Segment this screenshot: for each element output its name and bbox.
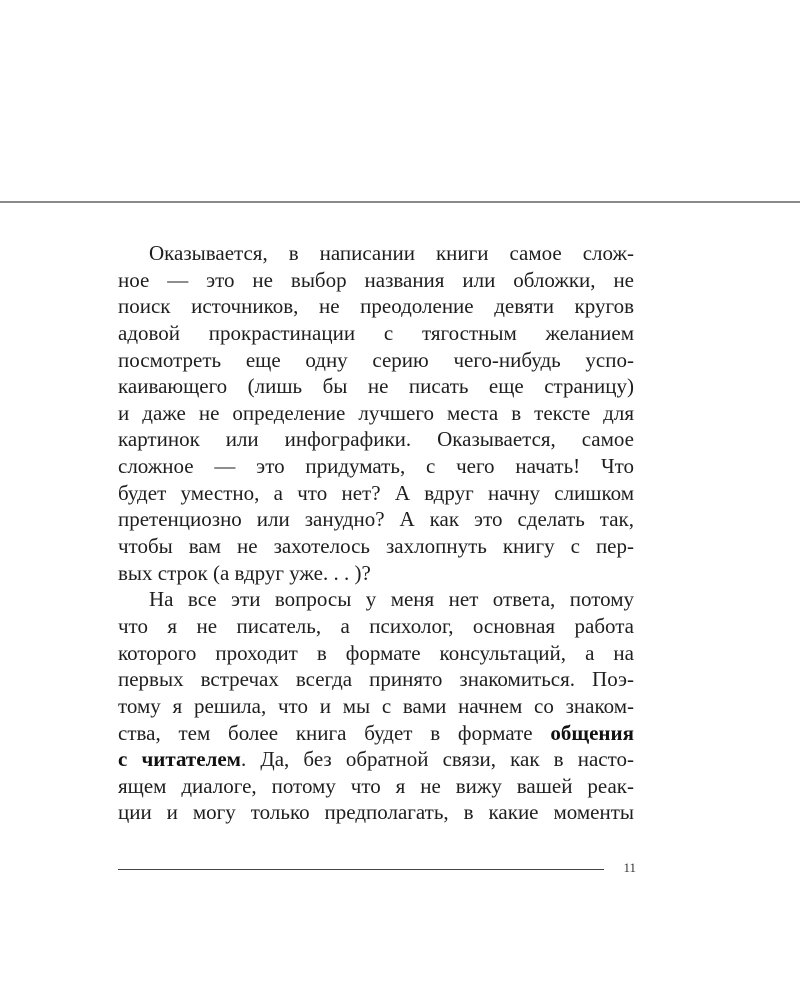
text-line: ции и могу только предполагать, в какие моменты (118, 800, 634, 825)
text-line: будет уместно, а что нет? А вдруг начну слишком (118, 480, 634, 505)
text-line: вых строк (а вдруг уже. . . )? (118, 560, 371, 585)
text-line: ное — это не выбор названия или обложки, не (118, 267, 634, 292)
page-text (118, 240, 634, 826)
header-divider (0, 201, 800, 203)
footer-divider (118, 869, 604, 870)
text-line: чтобы вам не захотелось захлопнуть книгу с пер- (118, 534, 634, 559)
text-line: первых встречах всегда принято знакомиться. Поэ- (118, 667, 634, 692)
text-fragment: ства, тем более книга будет в формате (118, 720, 533, 745)
text-line (118, 746, 634, 773)
text-line: и даже не определение лучшего места в тексте для (118, 400, 634, 425)
text-line: которого проходит в формате консультаций, а на (118, 640, 634, 665)
text-line: что я не писатель, а психолог, основная работа (118, 613, 634, 638)
text-line: каивающего (лишь бы не писать еще страницу) (118, 374, 634, 399)
text-line: претенциозно или занудно? А как это сделать так, (118, 507, 634, 532)
text-line: тому я решила, что и мы с вами начнем со знаком- (118, 693, 634, 718)
text-line: На все эти вопросы у меня нет ответа, потому (149, 587, 634, 612)
text-line: адовой прокрастинации с тягостным желанием (118, 320, 634, 345)
text-line (118, 720, 634, 747)
text-line: поиск источников, не преодоление девяти кругов (118, 294, 634, 319)
text-line: посмотреть еще одну серию чего-нибудь успо- (118, 347, 634, 372)
text-line: сложное — это придумать, с чего начать! Что (118, 454, 634, 479)
text-line: картинок или инфографики. Оказывается, самое (118, 427, 634, 452)
text-line: ящем диалоге, потому что я не вижу вашей реак- (118, 773, 634, 798)
page-number: 11 (623, 860, 636, 875)
text-fragment: . Да, без обратной связи, как в насто- (240, 747, 634, 772)
text-line: Оказывается, в написании книги самое слож- (149, 241, 634, 265)
bold-term: общения (550, 720, 634, 745)
bold-term: с читателем (118, 747, 241, 772)
